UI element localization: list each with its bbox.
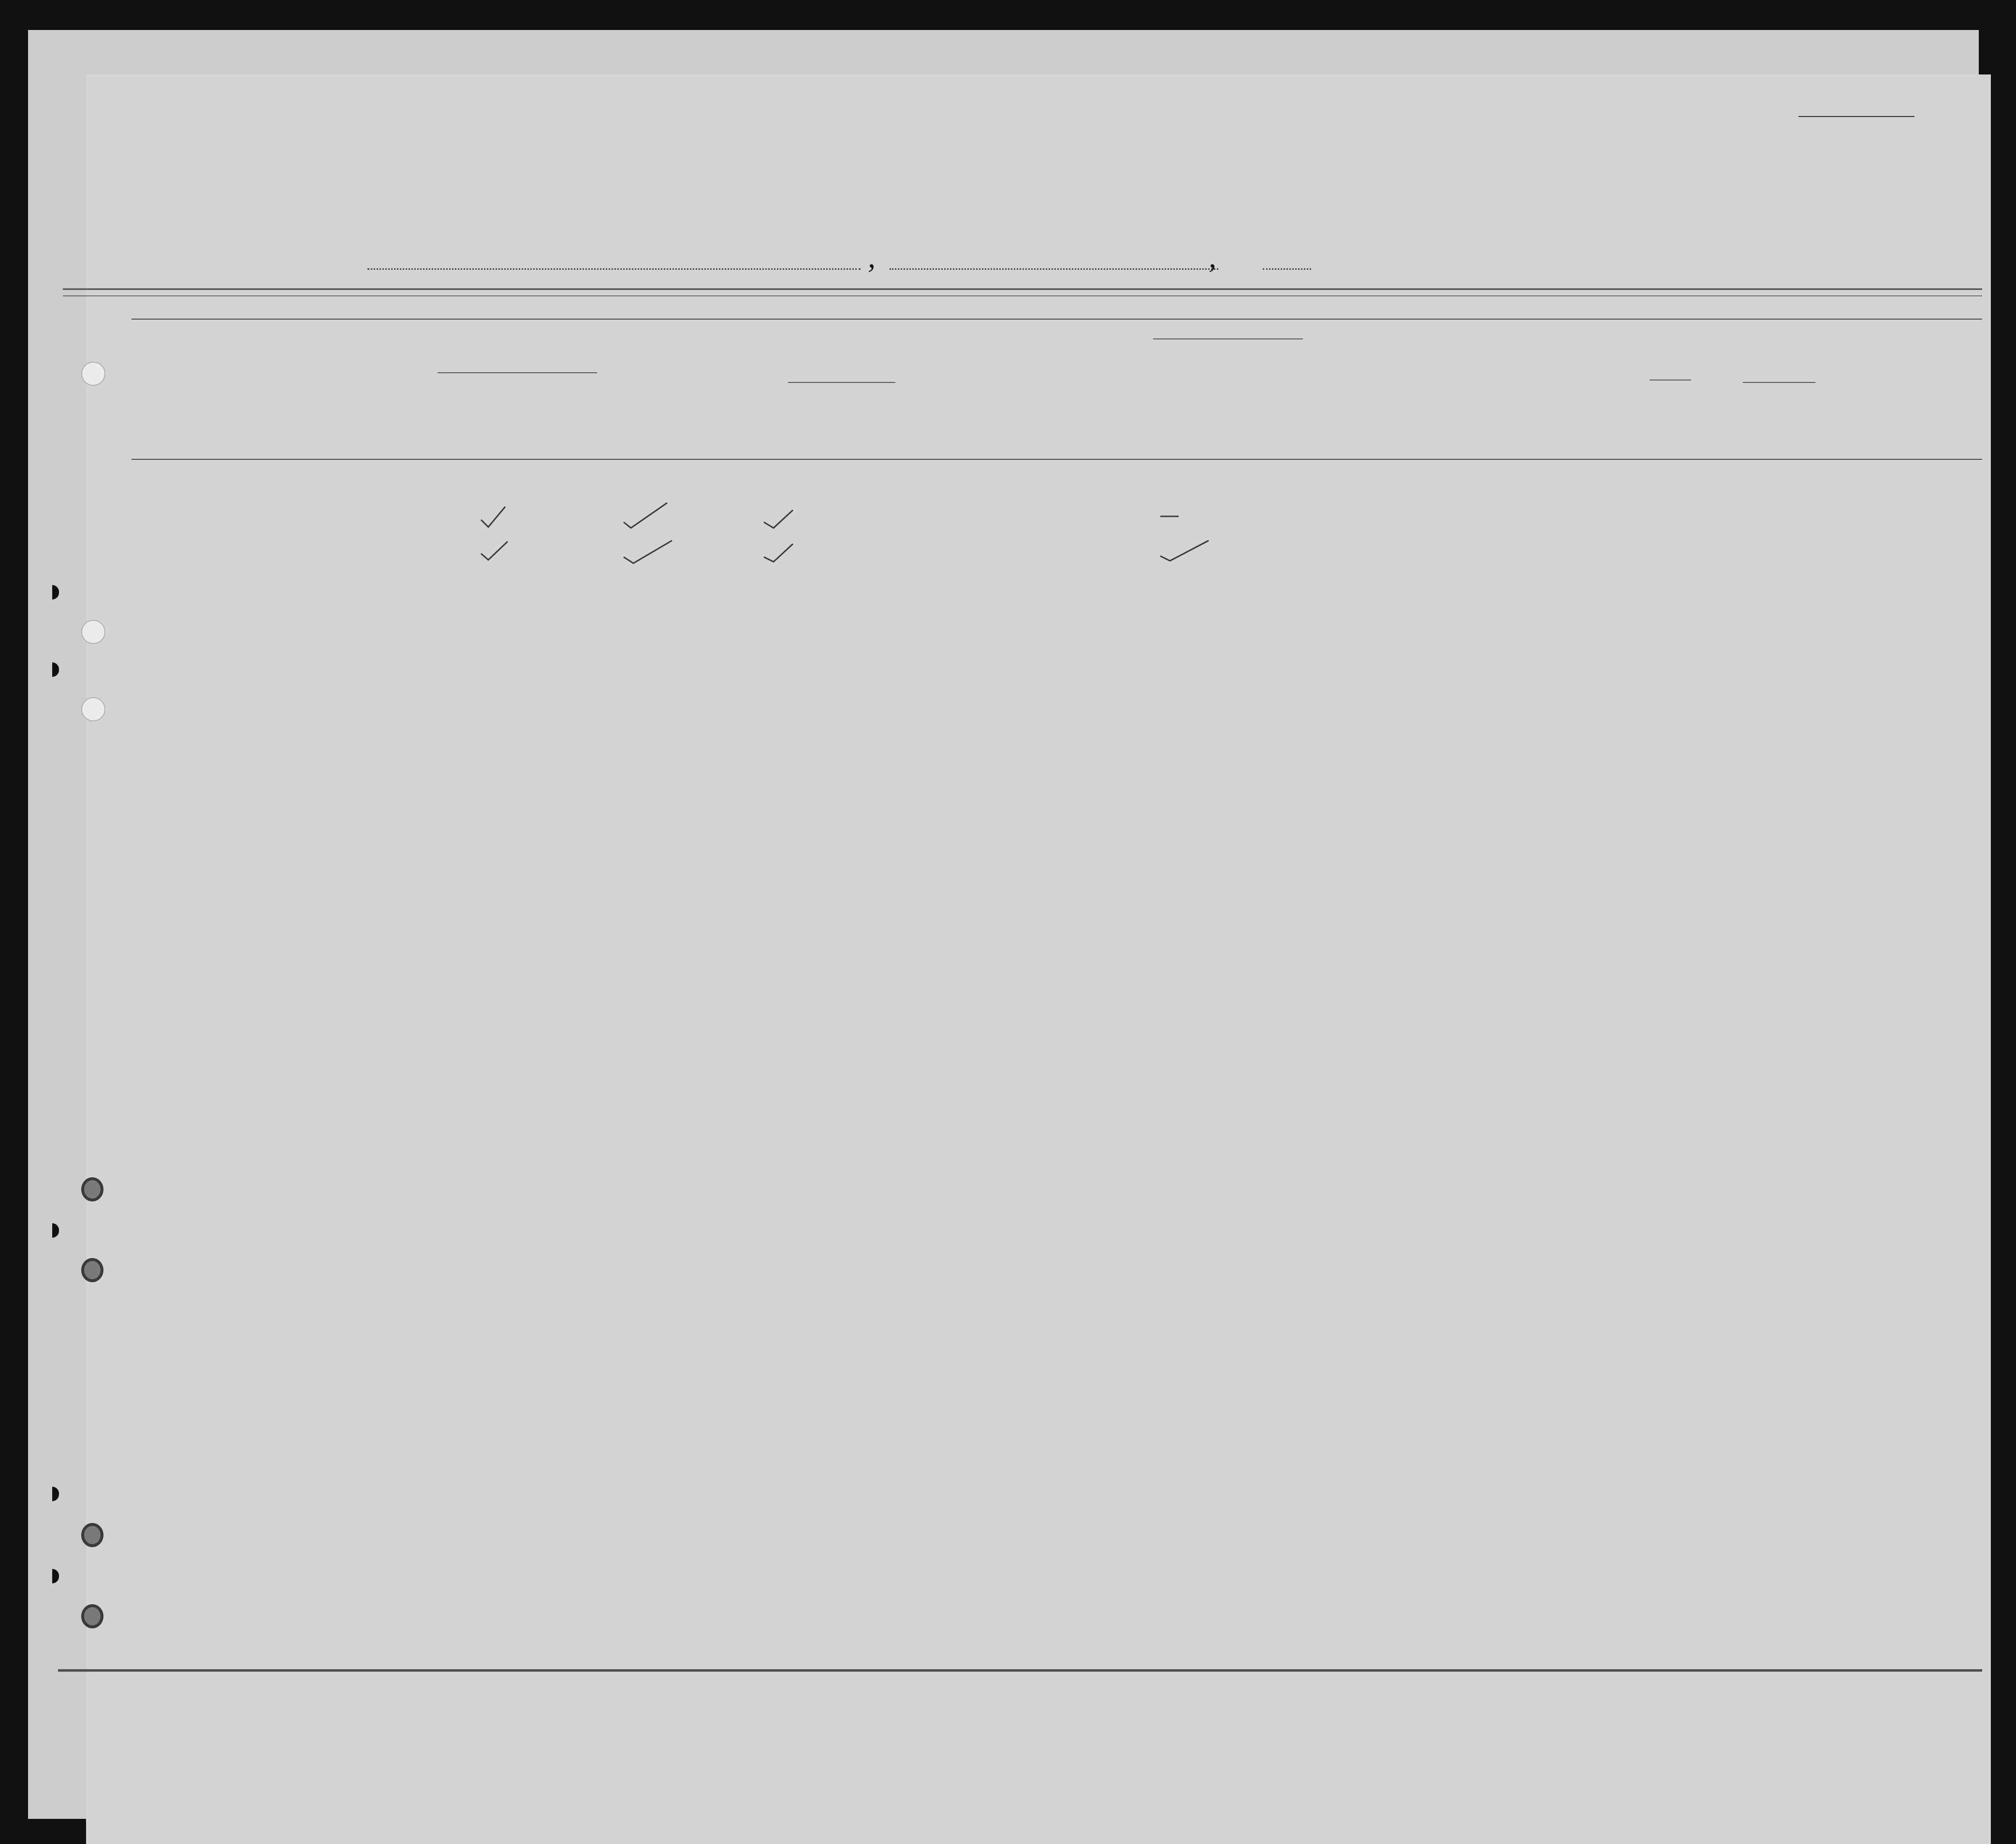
comma-1: , (868, 240, 876, 274)
comma-2: , (1209, 240, 1216, 274)
